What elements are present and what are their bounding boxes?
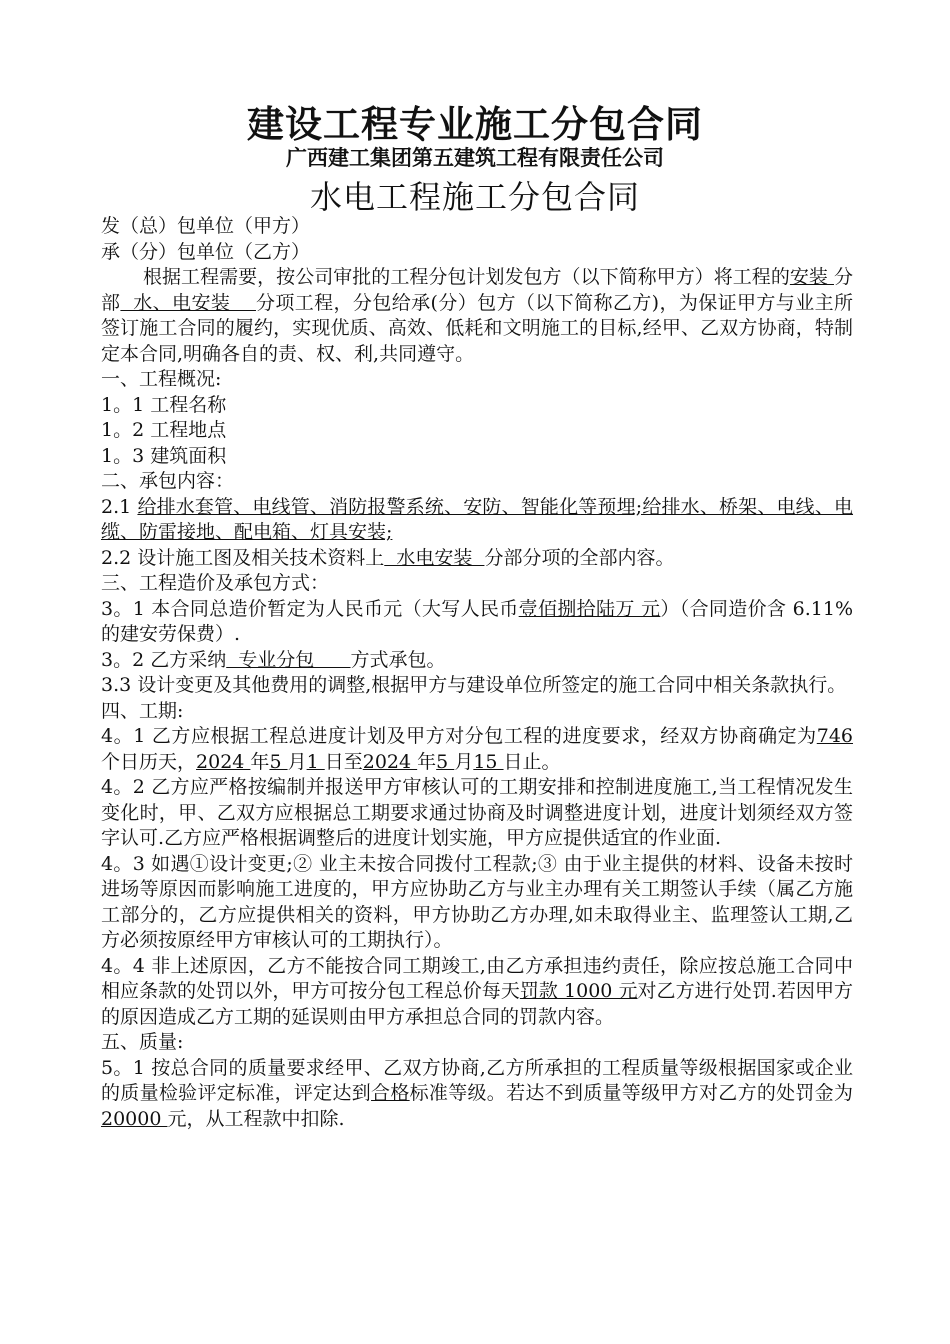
duration-days: 746 [816, 725, 853, 747]
section-2-heading: 二、承包内容： [101, 470, 235, 492]
clause-2-1 [101, 495, 853, 546]
document-title: 建设工程专业施工分包合同 [247, 103, 703, 146]
start-year: 2024 [196, 750, 251, 773]
start-month: 5 [269, 750, 288, 773]
clause-4-4-text-a: 4。4 非上述原因，乙方不能按合同工期竣工,由乙方承担违约责任，除应按总施工合同中相应条款的处罚以外，甲方可按分包工程总价每天 [101, 954, 853, 1002]
section-4-heading: 四、工期: [101, 699, 184, 722]
clause-2-1-scope: 给排水套管、电线管、消防报警系统、安防、智能化等预埋;给排水、桥架、电线、电缆、防雷接地、配电箱、灯具安装; [101, 495, 854, 543]
clause-4-1-text: 4。1 乙方应根据工程总进度计划及甲方对分包工程的进度要求，经双方协商确定为 [101, 725, 817, 747]
clause-1-3: 1。3 建筑面积 [101, 444, 227, 467]
section-5-heading: 五、质量: [101, 1031, 184, 1053]
clause-3-1-text-b: ）（合同造价含 6.11%的建安劳保费）. [101, 597, 854, 645]
quality-penalty-value: 20000 [101, 1107, 168, 1130]
year-label: 年 [250, 750, 270, 773]
intro-text-b: 分部 [101, 266, 853, 314]
clause-5-1-text-c: 元，从工程款中扣除. [167, 1107, 345, 1130]
clause-3-1 [101, 597, 853, 648]
daily-penalty-value: 罚款 1000 元 [519, 980, 638, 1002]
clause-2-2-text-a: 2.2 设计施工图及相关技术资料上 [101, 546, 385, 569]
clause-4-3: 4。3 如遇①设计变更;② 业主未按合同拨付工程款;③ 由于业主提供的材料、设备未按时进场等原因而影响施工进度的，甲方应协助乙方与业主办理有关工期签认手续（属乙方施工部分的，乙方应提供相关的资料，甲方协助乙方办理,如未取得业主、监理签认工期,乙方必须按原经甲方审核认可的工期执行）。 [101, 852, 853, 951]
month-label-2: 月 [454, 750, 474, 773]
clause-3-2 [101, 648, 853, 674]
clause-3-1-text-a: 3。1 本合同总造价暂定为人民币元（大写人民币 [101, 597, 519, 620]
intro-text-c: 分项工程，分包给承(分）包方（以下简称乙方)，为保证甲方与业主所签订施工合同的履约，实现优质、高效、低耗和文明施工的目标,经甲、乙双方协商，特制定本合同,明确各自的责、权、利,共同遵守。 [101, 291, 853, 365]
party-b-line: 承（分）包单位（乙方） [101, 240, 311, 263]
clause-4-2: 4。2 乙方应严格按编制并报送甲方审核认可的工期安排和控制进度施工,当工程情况发生变化时，甲、乙双方应根据总工期要求通过协商及时调整进度计划，进度计划须经双方签字认可.乙方应严格根据调整后的进度计划实施，甲方应提供适宜的作业面. [101, 776, 853, 849]
party-a-line: 发（总）包单位（甲方） [101, 215, 311, 237]
start-day: 1 [306, 750, 325, 773]
intro-division-value: 安装 [789, 266, 834, 288]
clause-4-1-text-b: 个日历天， [101, 750, 197, 773]
intro-paragraph [101, 265, 853, 367]
clause-2-2-value: 水电安装 [384, 546, 485, 569]
clause-1-2: 1。2 工程地点 [101, 419, 227, 441]
end-day: 15 [473, 750, 504, 773]
clause-5-1 [101, 1056, 853, 1133]
clause-2-1-number: 2.1 [101, 495, 138, 518]
contract-mode-value: 专业分包 [226, 648, 351, 671]
quality-grade-value: 合格 [371, 1082, 410, 1104]
clause-4-1 [101, 724, 853, 775]
contract-subtitle: 水电工程施工分包合同 [309, 178, 640, 216]
clause-3-3: 3.3 设计变更及其他费用的调整,根据甲方与建设单位所签定的施工合同中相关条款执行。 [101, 674, 847, 696]
company-name: 广西建工集团第五建筑工程有限责任公司 [286, 146, 664, 170]
day-to-label: 日至 [324, 750, 363, 773]
contract-body [101, 214, 853, 1132]
month-label: 月 [287, 750, 307, 773]
section-3-heading: 三、工程造价及承包方式： [101, 572, 330, 594]
clause-5-1-text-b: 标准等级。若达不到质量等级甲方对乙方的处罚金为 [409, 1082, 853, 1104]
section-1-heading: 一、工程概况: [101, 368, 222, 390]
contract-price-value: 壹佰捌拾陆万 元 [518, 597, 661, 620]
clause-3-2-text-a: 3。2 乙方采纳 [101, 648, 227, 671]
end-year: 2024 [362, 750, 418, 773]
intro-text-a: 根据工程需要，按公司审批的工程分包计划发包方（以下简称甲方）将工程的 [143, 266, 790, 288]
clause-1-1: 1。1 工程名称 [101, 393, 227, 416]
clause-3-2-text-b: 方式承包。 [350, 648, 446, 671]
clause-4-4-text-b: 对乙方进行处罚.若因甲方的原因造成乙方工期的延误则由甲方承担总合同的罚款内容。 [101, 980, 853, 1028]
clause-2-2-text-b: 分部分项的全部内容。 [484, 546, 675, 569]
clause-4-4 [101, 954, 853, 1031]
end-month: 5 [436, 750, 455, 773]
clause-5-1-text-a: 5。1 按总合同的质量要求经甲、乙双方协商,乙方所承担的工程质量等级根据国家或企业的质量检验评定标准，评定达到 [101, 1056, 853, 1104]
clause-2-2 [101, 546, 853, 572]
intro-item-value: 水、电安装 [120, 291, 256, 314]
year-label-2: 年 [417, 750, 437, 773]
day-end-label: 日止。 [503, 750, 561, 773]
